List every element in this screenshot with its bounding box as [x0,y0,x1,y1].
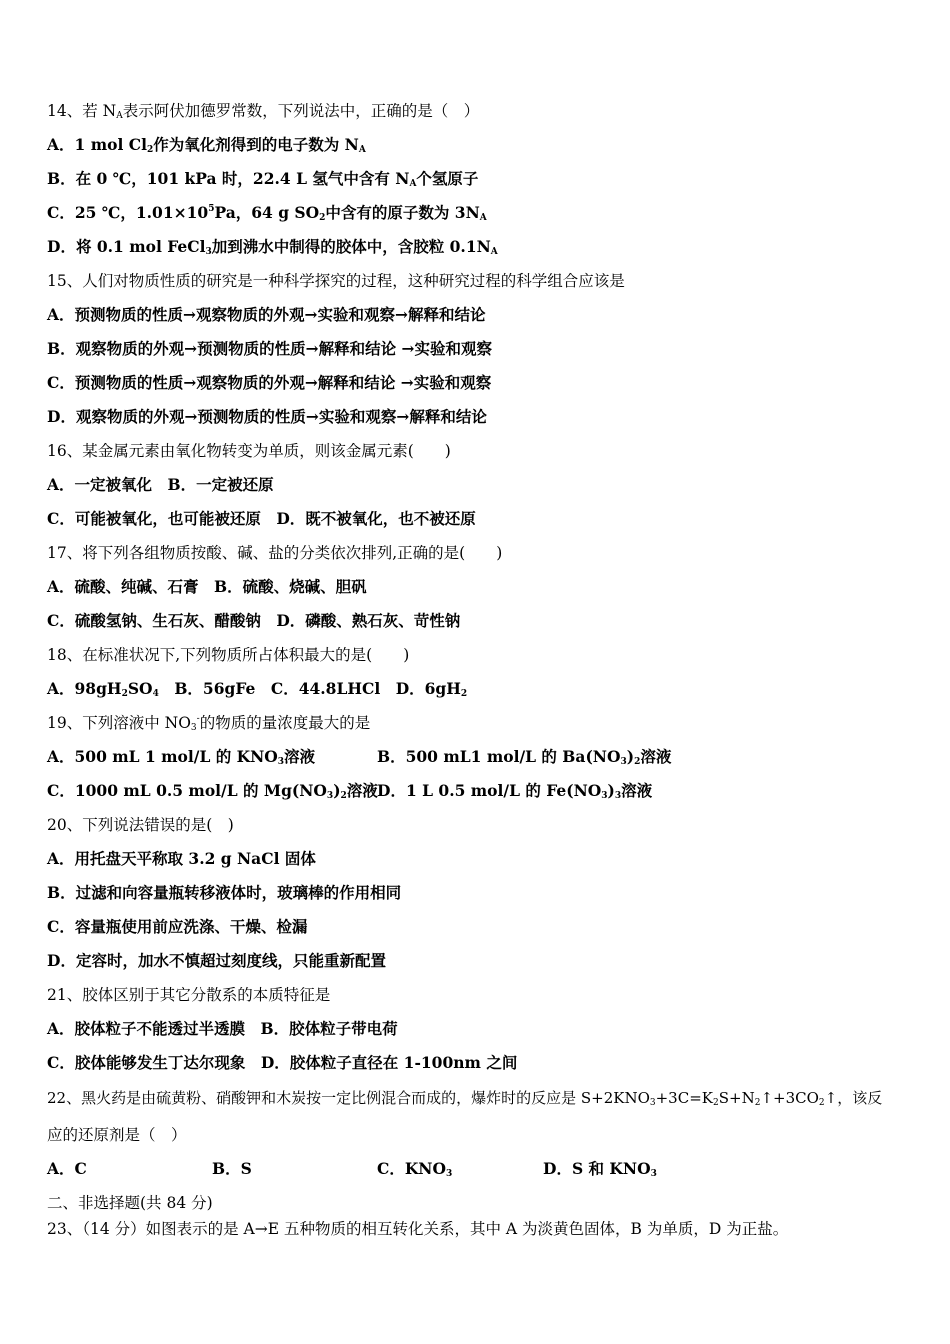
q22-option-b: B．S [212,1159,252,1178]
q20-option-a: A．用托盘天平称取 3.2 g NaCl 固体 [47,849,316,868]
q22-stem-line2: 应的还原剂是（ ） [47,1126,187,1144]
q15-stem: 15、人们对物质性质的研究是一种科学探究的过程，这种研究过程的科学组合应该是 [47,272,625,290]
q16-stem: 16、某金属元素由氧化物转变为单质，则该金属元素( ) [47,442,451,460]
q19-stem: 19、下列溶液中 $NO_3^-$的物质的量浓度最大的是 [47,714,371,733]
q17-options-cd: C．硫酸氢钠、生石灰、醋酸钠 D．磷酸、熟石灰、苛性钠 [47,611,461,630]
q22-option-d: D．S 和 $KNO_3$ [543,1159,657,1179]
q14-option-d: D．将 0.1 mol FeCl$_3$加到沸水中制得的胶体中，含胶粒 $0.1N_A$ [47,237,498,257]
q14-option-b: B．在 0 ℃，101 kPa 时，22.4 L 氢气中含有 $N_A$个氢原子 [47,169,479,189]
q22-stem: 22、黑火药是由硫黄粉、硝酸钾和木炭按一定比例混合而成的，爆炸时的反应是 $S+2KNO_3+3C=K_2S+N_2↑+3CO_2↑$，该反 [47,1089,883,1108]
q19-option-b: B．500 mL1 mol/L 的 $Ba(NO_3)_2$溶液 [377,747,672,767]
q20-stem: 20、下列说法错误的是( ) [47,816,234,834]
q18-stem: 18、在标准状况下,下列物质所占体积最大的是( ) [47,646,410,664]
q14-option-a: A．1 mol $Cl_2$作为氧化剂得到的电子数为 $N_A$ [47,135,366,155]
q17-options-ab: A．硫酸、纯碱、石膏 B．硫酸、烧碱、胆矾 [47,577,367,596]
q20-option-d: D．定容时，加水不慎超过刻度线，只能重新配置 [47,951,386,970]
q15-option-b: B．观察物质的外观→预测物质的性质→解释和结论 →实验和观察 [47,339,492,358]
q20-option-c: C．容量瓶使用前应洗涤、干燥、检漏 [47,917,308,936]
q19-option-c: C．1000 mL 0.5 mol/L 的 $Mg(NO_3)_2$溶液 [47,781,378,801]
q14-option-c: C．25 ℃，$1.01\times 10^5Pa$，64 g $SO_2$中含有的原子数为 $3N_A$ [47,203,487,223]
q16-options-ab: A．一定被氧化 B．一定被还原 [47,475,274,494]
q23-stem: 23、（14 分）如图表示的是 A→E 五种物质的相互转化关系，其中 A 为淡黄色固体，B 为单质，D 为正盐。 [47,1220,789,1238]
q21-options-cd: C．胶体能够发生丁达尔现象 D．胶体粒子直径在 1-100nm 之间 [47,1053,518,1072]
q15-option-c: C．预测物质的性质→观察物质的外观→解释和结论 →实验和观察 [47,373,492,392]
q15-option-a: A．预测物质的性质→观察物质的外观→实验和观察→解释和结论 [47,305,486,324]
q21-stem: 21、胶体区别于其它分散系的本质特征是 [47,986,331,1004]
q20-option-b: B．过滤和向容量瓶转移液体时，玻璃棒的作用相同 [47,883,402,902]
q18-options: A．$98gH_2SO_4$ B．56gFe C．44.8LHCl D．$6gH_2$ [47,679,468,699]
q14-stem: 14、若 $N_A$表示阿伏加德罗常数，下列说法中，正确的是（ ） [47,102,480,121]
q15-option-d: D．观察物质的外观→预测物质的性质→实验和观察→解释和结论 [47,407,487,426]
section-heading: 二、非选择题(共 84 分) [47,1194,213,1212]
q17-stem: 17、将下列各组物质按酸、碱、盐的分类依次排列,正确的是( ) [47,544,503,562]
q19-option-a: A．500 mL 1 mol/L 的 $KNO_3$溶液 [47,747,316,767]
q22-option-c: C．$KNO_3$ [377,1159,453,1179]
q21-options-ab: A．胶体粒子不能透过半透膜 B．胶体粒子带电荷 [47,1019,398,1038]
q19-option-d: D．1 L 0.5 mol/L 的 $Fe(NO_3)_3$溶液 [377,781,653,801]
q22-option-a: A．C [47,1159,87,1178]
q16-options-cd: C．可能被氧化，也可能被还原 D．既不被氧化，也不被还原 [47,509,476,528]
